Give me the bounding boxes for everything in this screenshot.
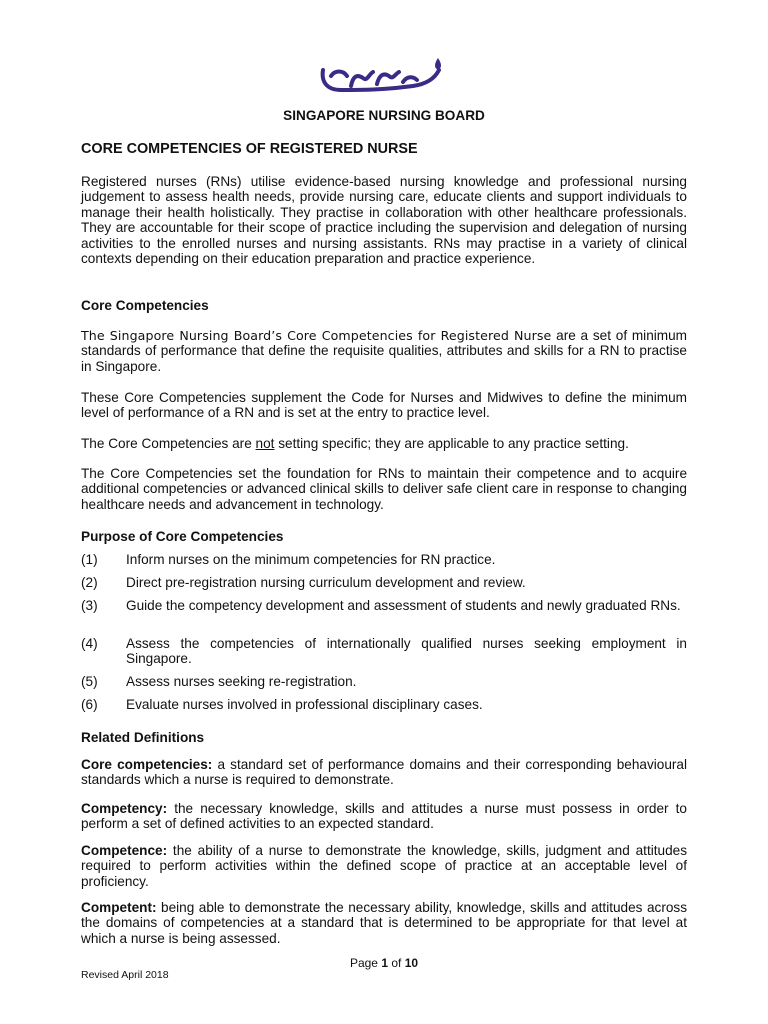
intro-paragraph: Registered nurses (RNs) utilise evidence-based nursing knowledge and professional nursing judgement to assess health needs, provide nursing care, educate clients and support individuals to manage their health holistically. They practise in collaboration with other healthcare professionals. They are accountable for their scope of practice including the supervision and delegation of nursing activities to the enrolled nurses and nursing assistants. RNs may practise in a variety of clinical contexts depending on their education preparation and practice experience. bbox=[81, 174, 687, 267]
emphasis-not: not bbox=[255, 436, 275, 451]
core-document-name: The Singapore Nursing Board’s Core Competencies for Registered Nurse bbox=[81, 328, 552, 343]
singapore-nursing-board-logo bbox=[317, 56, 449, 98]
core-paragraph-3: The Core Competencies are not setting specific; they are applicable to any practice setting. bbox=[81, 436, 629, 451]
core-competencies-heading: Core Competencies bbox=[81, 298, 209, 313]
definition-term: Competency: bbox=[81, 801, 168, 816]
definition-term: Core competencies: bbox=[81, 757, 213, 772]
purpose-heading: Purpose of Core Competencies bbox=[81, 529, 284, 544]
core-paragraph-4: The Core Competencies set the foundation for RNs to maintain their competence and to acquire additional competencies or advanced clinical skills to deliver safe client care in response to changing healthcare needs and advancement in technology. bbox=[81, 466, 687, 512]
core-paragraph-1: The Singapore Nursing Board’s Core Competencies for Registered Nurse are a set of minimum standards of performance that define the requisite qualities, attributes and skills for a RN to practise in Singapore. bbox=[81, 328, 687, 374]
definition-competence: Competence: the ability of a nurse to demonstrate the knowledge, skills, judgment and attitudes required to perform activities within the defined scope of practice at an acceptable level of proficiency. bbox=[81, 843, 687, 889]
definition-term: Competence: bbox=[81, 843, 168, 858]
page-number: Page 1 of 10 bbox=[349, 956, 419, 970]
definition-competent: Competent: being able to demonstrate the necessary ability, knowledge, skills and attitudes across the domains of competencies at a standard that is determined to be appropriate for that level at which a nurse is being assessed. bbox=[81, 900, 687, 946]
definition-competency: Competency: the necessary knowledge, skills and attitudes a nurse must possess in order to perform a set of defined activities to an expected standard. bbox=[81, 801, 687, 832]
core-paragraph-2: These Core Competencies supplement the Code for Nurses and Midwives to define the minimum level of performance of a RN and is set at the entry to practice level. bbox=[81, 390, 687, 421]
definition-term: Competent: bbox=[81, 900, 157, 915]
definitions-heading: Related Definitions bbox=[81, 730, 205, 745]
revision-date: Revised April 2018 bbox=[81, 969, 169, 981]
definition-core-competencies: Core competencies: a standard set of performance domains and their corresponding behavioural standards which a nurse is required to demonstrate. bbox=[81, 757, 688, 788]
document-title: CORE COMPETENCIES OF REGISTERED NURSE bbox=[81, 141, 418, 157]
organization-name: SINGAPORE NURSING BOARD bbox=[283, 108, 485, 123]
